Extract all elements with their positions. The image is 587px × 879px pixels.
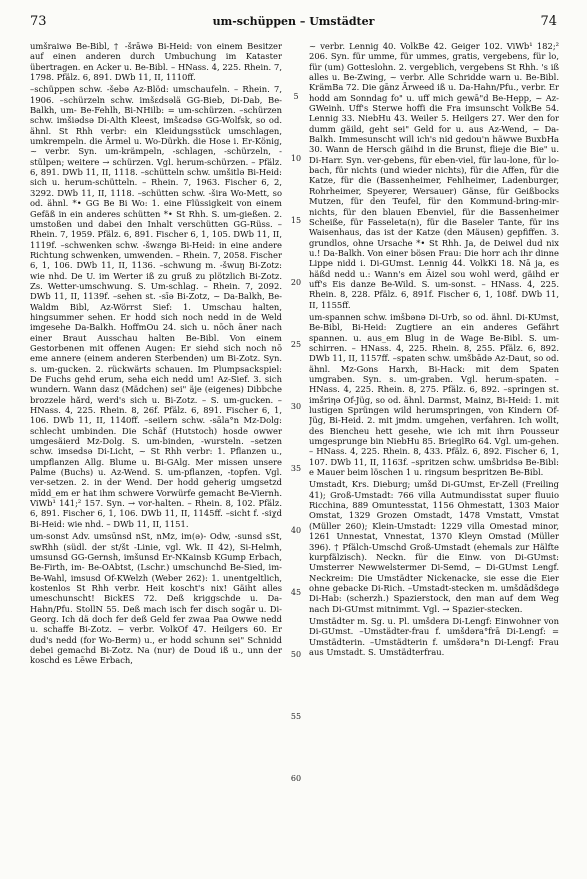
entry-um-sonst: um-sonst Adv. umsūnsd nSt, nMz, im(ə)- Odw, -sunsd sSt, swRhh (südl. der st/št -Linie, vgl. Wk. II 42), Si-Helmh, umsunsd GG-Gernsh, imšunsd Er-NKainsb KGump Erbach, Be-Firth, im- Be-OAbtst, (Lschr.) umschunchd Be-Sied, im- Be-Wahl, imsusd Of-KWelzh (Weber 262): 1. unentgeltlich, kostenlos St Rhh verbr. Heit koscht's nix! Gäiht alles umeschunscht! BickES 72. Deß kriggschde u. Da-Hahn/Pfu. StollN 55. Deß mach isch fer disch sogār u. Di-Georg. Ich dä doch fer deß Geld fer zwaa Paa Owwe nedd u. schaffe Bi-Zotz. ~ verbr. VolkOf 47. Heilgers 60. Er dud's nedd (for Wo-Berm) u., er hodd schunn sei" Schnidd debei gemachd Bi-Zotz. Na (nur) de Doud iß u., unn der koschd es Lēwe Erbach,: [30, 531, 282, 666]
left-column: [30, 40, 282, 867]
running-title: um-schüppen – Umstädter: [212, 15, 375, 28]
entry-umstadt: Umstadt, Krs. Dieburg; umšd Di-GUmst, Er-Zell (Freiling 41); Groß-Umstadt: 766 villa Autmundisstat super fluuio Ricchina, 889 Omuntesstat, 1156 Ohmestatt, 1303 Maior Omstat, 1329 Grozen Omstadt, 1478 Vmstatt, Vmstat (Müller 260); Klein-Umstadt: 1229 villa Omestad minor, 1261 Unnestat, Vnnestat, 1370 Kleyn Omstad (Müller 396). † Pfälch-Umschd Groß-Umstadt (ehemals zur Hälfte kurpfälzisch). Neckn. für die Einw. von Di-GUmst: Umsterrer Newwelstermer Di-Semd, ~ Di-GUmst Lengf. Neckreim: Die Umstädter Nickenacke, sie esse die Eier ohne gebacke Di-Rich. –Umstadt-stecken m. umšdādšdegə Di-Hab: (scherzh.) Spazierstock, den man auf dem Weg nach Di-GUmst mitnimmt. Vgl. → Spazier-stecken.: [309, 479, 559, 614]
entry-um-sonst-cont: ~ verbr. Lennig 40. VolkBe 42. Geiger 102. ViWb¹ 182;² 206. Syn. für umme, für ummes, gratis, vergebens, für lo, für (um) Gotteslohn. 2. vergeblich, vergebens St Rhh. 's iß alles u. Be-Zwing, ~ verbr. Alle Schridde warn u. Be-Bibl. KrämBa 72. Die gānz Ārweed iß u. Da-Hahn/Pfu., verbr. Er hodd am Sonndag fo" u. uff mich gewā"d Be-Hepp, ~ Az-GWeinh. Uff's Sterwe hoffi die Fra imsunscht VolkBe 54. Lennig 33. NiebHu 43. Weiler 5. Heilgers 27. Wer den for dumm gäild, geht sei" Geld for u. aus Az-Wend, ~ Da-Balkh. Immesunscht will ich's nid gedou'n häwwe BuxbHa 30. Wann de Hersch gäihd in die Brunst, flieje die Bie" u. Di-Harr. Syn. ver-gebens, für eben-viel, für lau-lone, für lo-bach, für nichts (und wieder nichts), für die Affen, für die Katze, für die (Bassenheimer, Fehlheimer, Ladenburger, Rohrheimer, Speyerer, Wersauer) Gänse, für Geißbocks Mutzen, für den Teufel, für den Kommund-bring-mir-nichts, für den blauen Ebenviel, für die Bassenheimer Scheiße, für Fasseleta(n), für die Baseler Tante, für ins Waisenhaus, das ist der Katze (den Mäusen) gepfiffen. 3. grundlos, ohne Ursache *• St Rhh. Ja, de Deiwel dud nix u.! Da-Balkh. Von einer bösen Frau: Die horr ach ihr dinne Lippe nidd i. Di-GUmst. Lennig 44. VolkKi 18. Nā ja, es häßd nedd u.: Wann's em Äizel sou wohl werd, gäihd er uff's Eis danze Be-Wild. S. um-sonst. – HNass. 4, 225. Rhein. 8, 228. Pfälz. 6, 891f. Fischer 6, 1, 108f. DWb 11, II, 1155ff.: [309, 41, 559, 310]
page-header: [30, 14, 557, 34]
entry-um-spannen-block: um-spannen schw. imšbənə Di-Urb, so od. ähnl. Di-KUmst, Be-Bibl, Bi-Heid: Zugtiere an ein anderes Gefährt spannen. u. aus_em Blug in de Wage Be-Bibl. S. um-schirren. – HNass. 4, 225. Rhein. 8, 255. Pfälz. 6, 892. DWb 11, II, 1157ff. –spaten schw. umšbādə Az-Daut, so od. ähnl. Mz-Gons Harxh, Bi-Hack: mit dem Spaten umgraben. Syn. s. um-graben. Vgl. herum-spaten. – HNass. 4, 225. Rhein. 8, 275. Pfälz. 6, 892. –springen st. imšriηə Of-Jüg, so od. ähnl. Darmst, Mainz, Bi-Heid: 1. mit lustigen Sprüngen wild herumspringen, von Kindern Of-Jüg, Bi-Heid. 2. mit jmdm. umgehen, verfahren. Ich wollt, des Biencheu hett gesehe, wie ich mit ihrn Pousseur umgesprunge bin NiebHu 85. BrieglRo 64. Vgl. um-gehen. – HNass. 4, 225. Rhein. 8, 433. Pfälz. 6, 892. Fischer 6, 1, 107. DWb 11, II, 1163f. –spritzen schw. umšbridsə Be-Bibl: e Mauer beim löschen 1 u. ringsum bespritzen Be-Bibl.: [309, 311, 559, 478]
entry-um-schueppen-block: –schüppen schw. -šebə Az-Blöd: umschaufeln. – Rhein. 7, 1906. –schürzeln schw. imšεdsəlä GG-Bieb, Di-Dab, Be-Balkh, um- Be-Fehlh, Bi-NHilb: = um-schürzen. –schürzen schw. imšiədsə Di-Alth Kleest, imšεədsə GG-Wolfsk, so od. ähnl. St Rhh verbr: ein Kleidungsstück umschlagen, umkrempeln. die Ärmel u. Wo-Dürkh. die Hose i. Er-König, ~ verbr. Syn. um-krämpeln, -schlagen, -schürzeln, -stülpen; weitere → schürzen. Vgl. herum-schürzen. – Pfälz. 6, 891. DWb 11, II, 1118. –schütteln schw. umšitlə Bi-Heid: sich u. herum-schütteln. – Rhein. 7, 1963. Fischer 6, 2, 3292. DWb 11, II, 1118. –schütten schw. -šira Wo-Mett, so od. ähnl. *• GG Be Bi Wo: 1. eine Flüssigkeit von einem Gefäß in ein anderes schütten *• St Rhh. S. um-gießen. 2. umstoßen und dabei den Inhalt verschütten GG-Rüss. – Rhein. 7, 1959. Pfälz. 6, 891. Fischer 6, 1, 105. DWb 11, II, 1119f. –schwenken schw. -šwεηgə Bi-Heid: in eine andere Richtung schwenken, umwenden. – Rhein. 7, 2058. Fischer 6, 1, 106. DWb 11, II, 1136. –schwung m. -šwuŋ Bi-Zotz: wie nhd. De U. im Werter iß zu gruß zu plötzlich Bi-Zotz. Zs. Wetter-umschwung. S. Um-schlag. – Rhein. 7, 2092. DWb 11, II, 1139f. –sehen st. -sīə Bi-Zotz, ~ Da-Balkh, Be-Waldm Bibl, Az-Wörrst Sief: 1. Umschau halten, hingsummer sehen. Er hodd sich noch nedd in de Weld imgesehe Da-Balkh. HoffmOu 24. sich u. nōch āner nach einer Braut Ausschau halten Be-Bibl. Von einem Gestorbenen mit offenen Augen: Er siehd sich noch nō eme annere (einem anderen Sterbenden) um Bi-Zotz. Syn. s. um-gucken. 2. rückwärts schauen. Im Plumpsackspiel: De Fuchs gehd erum, seha eich nedd um! Az-Sief. 3. sich wundern. Wann dasz (Mädchen) sei" äje (eigenes) Dibbche brozzele hărd, werd's sich u. Bi-Zotz. – S. um-gucken. – HNass. 4, 225. Rhein. 8, 26f. Pfälz. 6, 891. Fischer 6, 1, 106. DWb 11, II, 1140ff. –seilern schw. -sāla°n Mz-Dolg: schlecht umbinden. Die Schāf (Hutstoch) hosde owwer umgesäierd Mz-Dolg. S. um-binden, -wursteln. –setzen schw. imsedsə Di-Licht, ~ St Rhh verbr: 1. Pflanzen u., umpflanzen Allg. Blume u. Bi-GAlg. Mer missen unsere Palme (Buchs) u. Az-Wend. S. um-pflanzen, -topfen. Vgl. ver-setzen. 2. in der Wend. Der hodd geherig umgsetzd mīdd_em er hat ihm schwere Vorwürfe gemacht Be-Viernh. ViWb¹ 141;² 157. Syn. → vor-halten. – Rhein. 8, 102. Pfälz. 6, 891. Fischer 6, 1, 106. DWb 11, II, 1145ff. –sicht f. -siχd Bi-Heid: wie nhd. – DWb 11, II, 1151.: [30, 84, 282, 529]
line-number: 10: [290, 154, 302, 163]
entry-umschreiben-cont: umšraiwə Be-Bibl, † -šrāwə Bi-Heid: von einem Besitzer auf einen anderen durch Umbuchung im Kataster übertragen. en Acker u. Be-Bibl. – HNass. 4, 225. Rhein. 7, 1798. Pfälz. 6, 891. DWb 11, II, 1110ff.: [30, 41, 282, 83]
line-number: 35: [290, 464, 302, 473]
page-number-left: 73: [30, 14, 47, 29]
line-number: 45: [290, 588, 302, 597]
line-number: 25: [290, 340, 302, 349]
line-number: 55: [290, 712, 302, 721]
line-number: 30: [290, 402, 302, 411]
entry-umstaedter: Umstädter m. Sg. u. Pl. umšdera Di-Lengf: Einwohner von Di-GUmst. –Umstädter-frau f. umšdəra°frā Di-Lengf: = Umstädterin. –Umstädterin f. umšdəra°n Di-Lengf: Frau aus Umstadt. S. Umstädterfrau.: [309, 615, 559, 657]
page-number-right: 74: [540, 14, 557, 29]
line-number: 40: [290, 526, 302, 535]
line-number: 60: [290, 774, 302, 783]
line-number: 20: [290, 278, 302, 287]
right-column: [309, 40, 559, 867]
line-number: 5: [293, 92, 299, 101]
line-number: 50: [290, 650, 302, 659]
line-number: 15: [290, 216, 302, 225]
